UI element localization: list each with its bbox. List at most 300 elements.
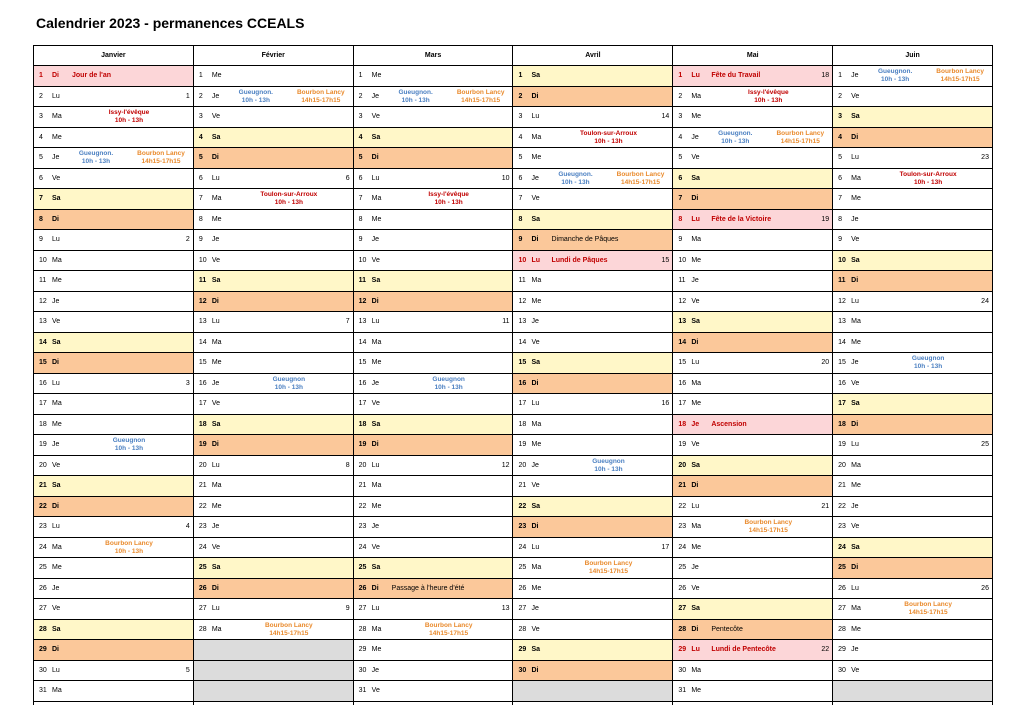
day-cell[interactable] <box>673 189 832 210</box>
day-name: Lu <box>52 92 60 100</box>
day-number: 19 <box>518 441 527 448</box>
day-name: Sa <box>52 625 61 633</box>
day-cell[interactable] <box>194 599 353 620</box>
day-number: 12 <box>838 297 846 305</box>
permanence-event[interactable] <box>893 601 963 617</box>
day-cell[interactable] <box>833 271 992 292</box>
day-cell[interactable] <box>354 292 513 313</box>
day-cell[interactable] <box>34 476 193 497</box>
day-number: 16 <box>518 379 527 387</box>
day-cell[interactable] <box>354 210 513 231</box>
day-cell[interactable] <box>194 579 353 600</box>
day-cell[interactable] <box>34 128 193 149</box>
day-number: 20 <box>838 461 846 469</box>
calendar-grid <box>33 45 993 705</box>
day-name: Me <box>52 420 62 428</box>
permanence-event[interactable] <box>733 89 803 105</box>
day-cell[interactable] <box>194 87 353 108</box>
day-cell[interactable] <box>513 148 672 169</box>
day-cell[interactable] <box>673 558 832 579</box>
permanence-event[interactable] <box>700 130 770 146</box>
day-cell[interactable] <box>354 558 513 579</box>
day-number: 12 <box>39 297 47 305</box>
day-cell[interactable] <box>833 415 992 436</box>
day-name: Di <box>691 338 699 346</box>
day-name: Lu <box>851 297 859 305</box>
day-name: Lu <box>211 605 220 612</box>
permanence-event[interactable] <box>254 191 324 207</box>
day-cell[interactable] <box>673 312 832 333</box>
day-cell[interactable] <box>194 538 353 559</box>
day-cell[interactable] <box>34 579 193 600</box>
day-number: 4 <box>39 133 43 141</box>
day-cell[interactable] <box>673 251 832 272</box>
permanence-event[interactable] <box>381 89 451 105</box>
day-cell[interactable] <box>354 579 513 600</box>
day-cell[interactable] <box>673 271 832 292</box>
day-cell[interactable] <box>354 333 513 354</box>
day-cell[interactable] <box>513 169 672 190</box>
day-cell[interactable] <box>194 128 353 149</box>
event-location: Bourbon Lancy <box>424 621 473 629</box>
day-cell[interactable] <box>673 128 832 149</box>
day-cell[interactable] <box>354 599 513 620</box>
day-cell[interactable] <box>833 558 992 579</box>
day-cell[interactable] <box>354 620 513 641</box>
day-cell[interactable] <box>34 394 193 415</box>
day-cell[interactable] <box>194 558 353 579</box>
day-number: 23 <box>838 523 846 530</box>
permanence-event[interactable] <box>893 355 963 371</box>
day-number: 6 <box>358 174 363 182</box>
day-cell[interactable] <box>513 661 672 682</box>
day-number: 9 <box>358 236 363 243</box>
permanence-event[interactable] <box>286 89 353 105</box>
day-cell[interactable] <box>194 374 353 395</box>
permanence-event[interactable] <box>221 89 291 105</box>
permanence-event[interactable] <box>765 130 832 146</box>
day-cell[interactable] <box>34 169 193 190</box>
day-note: Dimanche de Pâques <box>551 236 619 243</box>
day-cell[interactable] <box>34 66 193 87</box>
day-cell[interactable] <box>354 374 513 395</box>
day-cell[interactable] <box>34 640 193 661</box>
day-name: Lu <box>52 666 60 674</box>
day-number: 12 <box>358 297 367 305</box>
day-cell[interactable] <box>513 251 672 272</box>
day-cell[interactable] <box>194 210 353 231</box>
permanence-event[interactable] <box>573 560 643 576</box>
day-name: Me <box>371 215 382 223</box>
day-cell[interactable] <box>673 292 832 313</box>
day-number: 30 <box>678 666 687 674</box>
day-cell[interactable] <box>513 312 672 333</box>
day-cell[interactable] <box>833 476 992 497</box>
day-number: 3 <box>838 113 843 120</box>
day-cell[interactable] <box>673 435 832 456</box>
day-cell[interactable] <box>354 66 513 87</box>
day-cell[interactable] <box>513 333 672 354</box>
day-name: Ma <box>52 400 62 407</box>
day-number: 19 <box>838 441 846 448</box>
day-cell[interactable] <box>833 87 992 108</box>
day-number: 19 <box>198 441 207 448</box>
day-cell[interactable] <box>194 517 353 538</box>
day-cell[interactable] <box>833 312 992 333</box>
day-number: 10 <box>358 256 367 264</box>
day-name: Je <box>531 318 539 325</box>
day-cell[interactable] <box>513 353 672 374</box>
day-cell[interactable] <box>673 169 832 190</box>
day-cell[interactable] <box>673 681 832 702</box>
day-name: Ve <box>691 584 700 592</box>
day-number: 7 <box>678 195 683 202</box>
day-cell[interactable] <box>34 538 193 559</box>
day-cell[interactable] <box>34 87 193 108</box>
day-cell[interactable] <box>833 497 992 518</box>
day-name: Di <box>211 297 219 305</box>
day-cell[interactable] <box>833 620 992 641</box>
day-number: 29 <box>358 646 367 653</box>
day-cell[interactable] <box>513 456 672 477</box>
day-number: 22 <box>518 502 527 510</box>
day-number: 24 <box>198 543 207 551</box>
day-cell[interactable] <box>673 353 832 374</box>
month-header: Février <box>194 46 353 66</box>
day-name: Di <box>531 666 539 674</box>
day-cell[interactable] <box>194 435 353 456</box>
day-cell[interactable] <box>513 128 672 149</box>
day-number: 26 <box>518 584 527 592</box>
day-cell[interactable] <box>354 230 513 251</box>
day-cell[interactable] <box>673 230 832 251</box>
day-cell[interactable] <box>513 497 672 518</box>
day-cell[interactable] <box>833 169 992 190</box>
day-name: Me <box>211 502 222 510</box>
day-cell[interactable] <box>354 415 513 436</box>
day-cell[interactable] <box>513 538 672 559</box>
permanence-event[interactable] <box>446 89 513 105</box>
day-cell[interactable] <box>833 107 992 128</box>
day-cell[interactable] <box>194 353 353 374</box>
permanence-event[interactable] <box>893 171 963 187</box>
day-cell[interactable] <box>194 292 353 313</box>
day-number: 6 <box>678 174 683 182</box>
day-cell[interactable] <box>833 374 992 395</box>
day-cell[interactable] <box>354 107 513 128</box>
day-cell[interactable] <box>34 312 193 333</box>
day-number: 6 <box>518 174 523 182</box>
day-cell[interactable] <box>194 620 353 641</box>
day-number: 2 <box>838 92 843 100</box>
day-note: Passage à l'heure d'été <box>391 584 465 592</box>
permanence-event[interactable] <box>414 191 484 207</box>
day-cell[interactable] <box>34 517 193 538</box>
day-cell[interactable] <box>194 497 353 518</box>
day-cell[interactable] <box>354 538 513 559</box>
permanence-event[interactable] <box>254 622 324 638</box>
day-cell[interactable] <box>354 435 513 456</box>
day-cell[interactable] <box>34 148 193 169</box>
day-cell[interactable] <box>34 374 193 395</box>
day-cell[interactable] <box>513 107 672 128</box>
day-name: Di <box>52 215 59 223</box>
day-name: Ve <box>52 174 61 182</box>
day-name: Sa <box>52 338 61 346</box>
day-cell[interactable] <box>194 333 353 354</box>
permanence-event[interactable] <box>925 68 992 84</box>
day-number: 27 <box>358 605 367 612</box>
day-cell[interactable] <box>673 333 832 354</box>
day-cell[interactable] <box>34 210 193 231</box>
day-cell[interactable] <box>34 292 193 313</box>
day-cell[interactable] <box>833 66 992 87</box>
day-number: 30 <box>518 666 527 674</box>
day-cell[interactable] <box>833 456 992 477</box>
day-cell[interactable] <box>194 148 353 169</box>
day-name: Ve <box>371 400 380 407</box>
day-cell[interactable] <box>673 148 832 169</box>
day-cell[interactable] <box>513 558 672 579</box>
day-cell[interactable] <box>194 66 353 87</box>
day-cell[interactable] <box>833 148 992 169</box>
week-number: 20 <box>821 359 830 366</box>
day-name: Lu <box>531 400 540 407</box>
day-number: 14 <box>39 338 47 346</box>
day-cell[interactable] <box>513 292 672 313</box>
day-name: Me <box>52 277 62 284</box>
day-cell[interactable] <box>194 271 353 292</box>
day-cell[interactable] <box>34 415 193 436</box>
day-number: 1 <box>678 72 683 79</box>
day-cell[interactable] <box>673 599 832 620</box>
day-cell[interactable] <box>194 415 353 436</box>
day-cell[interactable] <box>833 230 992 251</box>
day-cell[interactable] <box>673 210 832 231</box>
day-cell[interactable] <box>354 271 513 292</box>
day-number: 25 <box>198 564 207 571</box>
day-cell[interactable] <box>34 333 193 354</box>
day-cell[interactable] <box>833 538 992 559</box>
day-cell[interactable] <box>833 579 992 600</box>
day-cell[interactable] <box>833 251 992 272</box>
day-cell[interactable] <box>673 640 832 661</box>
day-name: Je <box>691 133 699 141</box>
day-number: 23 <box>39 523 47 530</box>
day-cell[interactable] <box>833 599 992 620</box>
day-cell[interactable] <box>833 661 992 682</box>
day-cell[interactable] <box>34 271 193 292</box>
day-name: Sa <box>691 605 700 612</box>
permanence-event[interactable] <box>860 68 930 84</box>
day-cell[interactable] <box>34 599 193 620</box>
day-cell[interactable] <box>513 66 672 87</box>
permanence-event[interactable] <box>414 622 484 638</box>
permanence-event[interactable] <box>573 130 643 146</box>
day-cell[interactable] <box>34 189 193 210</box>
day-cell[interactable] <box>513 599 672 620</box>
day-cell[interactable] <box>833 189 992 210</box>
day-cell[interactable] <box>513 579 672 600</box>
day-number: 18 <box>358 420 367 428</box>
day-name: Me <box>211 359 222 366</box>
day-cell[interactable] <box>194 189 353 210</box>
day-cell[interactable] <box>513 271 672 292</box>
day-cell[interactable] <box>354 456 513 477</box>
day-cell[interactable] <box>34 620 193 641</box>
day-cell[interactable] <box>194 476 353 497</box>
day-cell[interactable] <box>34 456 193 477</box>
day-number: 13 <box>518 318 527 325</box>
day-cell[interactable] <box>194 230 353 251</box>
day-cell[interactable] <box>34 107 193 128</box>
day-name: Je <box>851 359 859 366</box>
day-cell[interactable] <box>354 128 513 149</box>
day-name: Je <box>531 605 539 612</box>
day-cell[interactable] <box>673 497 832 518</box>
day-cell[interactable] <box>354 189 513 210</box>
permanence-event[interactable] <box>94 437 164 453</box>
day-name: Lu <box>691 215 700 223</box>
day-cell[interactable] <box>34 353 193 374</box>
day-cell[interactable] <box>354 353 513 374</box>
day-cell[interactable] <box>513 230 672 251</box>
day-number: 17 <box>838 400 846 407</box>
day-name: Je <box>211 379 220 387</box>
day-cell[interactable] <box>354 497 513 518</box>
day-cell[interactable] <box>34 558 193 579</box>
day-cell[interactable] <box>194 394 353 415</box>
permanence-event[interactable] <box>126 150 193 166</box>
day-cell[interactable] <box>354 640 513 661</box>
day-number: 21 <box>518 482 527 489</box>
day-number: 18 <box>39 420 47 428</box>
day-number: 24 <box>358 543 367 551</box>
day-cell[interactable] <box>354 661 513 682</box>
day-cell[interactable] <box>513 394 672 415</box>
day-cell[interactable] <box>673 87 832 108</box>
day-cell[interactable] <box>673 415 832 436</box>
day-cell[interactable] <box>833 210 992 231</box>
day-name: Ma <box>211 338 222 346</box>
day-cell[interactable] <box>513 435 672 456</box>
day-cell[interactable] <box>34 435 193 456</box>
day-cell[interactable] <box>34 661 193 682</box>
day-name: Sa <box>851 256 860 264</box>
day-cell[interactable] <box>673 620 832 641</box>
day-cell[interactable] <box>354 681 513 702</box>
permanence-event[interactable] <box>254 376 324 392</box>
day-cell[interactable] <box>673 374 832 395</box>
day-name: Me <box>691 687 702 694</box>
day-name: Me <box>371 72 382 79</box>
day-cell[interactable] <box>833 517 992 538</box>
day-number: 23 <box>358 523 367 530</box>
day-cell[interactable] <box>34 497 193 518</box>
day-cell[interactable] <box>833 640 992 661</box>
permanence-event[interactable] <box>573 458 643 474</box>
week-number: 26 <box>981 584 989 592</box>
day-number: 23 <box>518 523 527 530</box>
day-cell[interactable] <box>673 476 832 497</box>
day-cell[interactable] <box>833 128 992 149</box>
day-name: Sa <box>691 174 700 182</box>
day-cell[interactable] <box>513 87 672 108</box>
day-cell[interactable] <box>673 107 832 128</box>
day-cell[interactable] <box>194 312 353 333</box>
day-cell[interactable] <box>673 394 832 415</box>
day-cell[interactable] <box>354 251 513 272</box>
day-cell[interactable] <box>513 517 672 538</box>
day-cell[interactable] <box>34 230 193 251</box>
day-name: Je <box>851 72 859 79</box>
day-number: 30 <box>39 666 47 674</box>
permanence-event[interactable] <box>94 109 164 125</box>
day-cell[interactable] <box>513 189 672 210</box>
day-cell[interactable] <box>194 251 353 272</box>
day-cell[interactable] <box>354 394 513 415</box>
day-cell[interactable] <box>354 476 513 497</box>
day-number: 3 <box>39 113 43 120</box>
day-cell[interactable] <box>513 374 672 395</box>
day-cell[interactable] <box>354 169 513 190</box>
day-cell[interactable] <box>354 312 513 333</box>
day-cell[interactable] <box>673 456 832 477</box>
day-cell[interactable] <box>673 517 832 538</box>
day-cell[interactable] <box>833 394 992 415</box>
day-name: Sa <box>531 646 541 653</box>
day-cell[interactable] <box>833 333 992 354</box>
day-cell[interactable] <box>194 456 353 477</box>
permanence-event[interactable] <box>605 171 672 187</box>
day-cell[interactable] <box>513 640 672 661</box>
day-cell[interactable] <box>833 435 992 456</box>
day-cell[interactable] <box>673 579 832 600</box>
permanence-event[interactable] <box>61 150 131 166</box>
permanence-event[interactable] <box>733 519 803 535</box>
day-number: 7 <box>39 195 43 202</box>
day-cell[interactable] <box>833 292 992 313</box>
day-cell[interactable] <box>673 661 832 682</box>
day-number: 26 <box>678 584 687 592</box>
week-number: 24 <box>981 297 989 305</box>
day-cell[interactable] <box>513 210 672 231</box>
day-cell[interactable] <box>194 169 353 190</box>
day-cell[interactable] <box>354 87 513 108</box>
permanence-event[interactable] <box>94 540 164 556</box>
day-cell[interactable] <box>354 517 513 538</box>
day-cell[interactable] <box>513 415 672 436</box>
day-cell[interactable] <box>194 107 353 128</box>
day-cell[interactable] <box>673 538 832 559</box>
day-cell[interactable] <box>673 66 832 87</box>
day-cell[interactable] <box>513 476 672 497</box>
event-location: Issy-l'évêque <box>428 191 469 198</box>
day-name: Sa <box>691 318 700 325</box>
day-cell[interactable] <box>833 353 992 374</box>
day-cell[interactable] <box>34 251 193 272</box>
permanence-event[interactable] <box>414 376 484 392</box>
day-name: Je <box>851 502 859 510</box>
day-name: Sa <box>371 277 381 284</box>
day-cell[interactable] <box>354 148 513 169</box>
day-cell[interactable] <box>34 681 193 702</box>
day-number: 3 <box>198 113 203 120</box>
empty-cell <box>513 681 672 702</box>
day-cell[interactable] <box>513 620 672 641</box>
day-number: 15 <box>39 359 47 366</box>
permanence-event[interactable] <box>540 171 610 187</box>
